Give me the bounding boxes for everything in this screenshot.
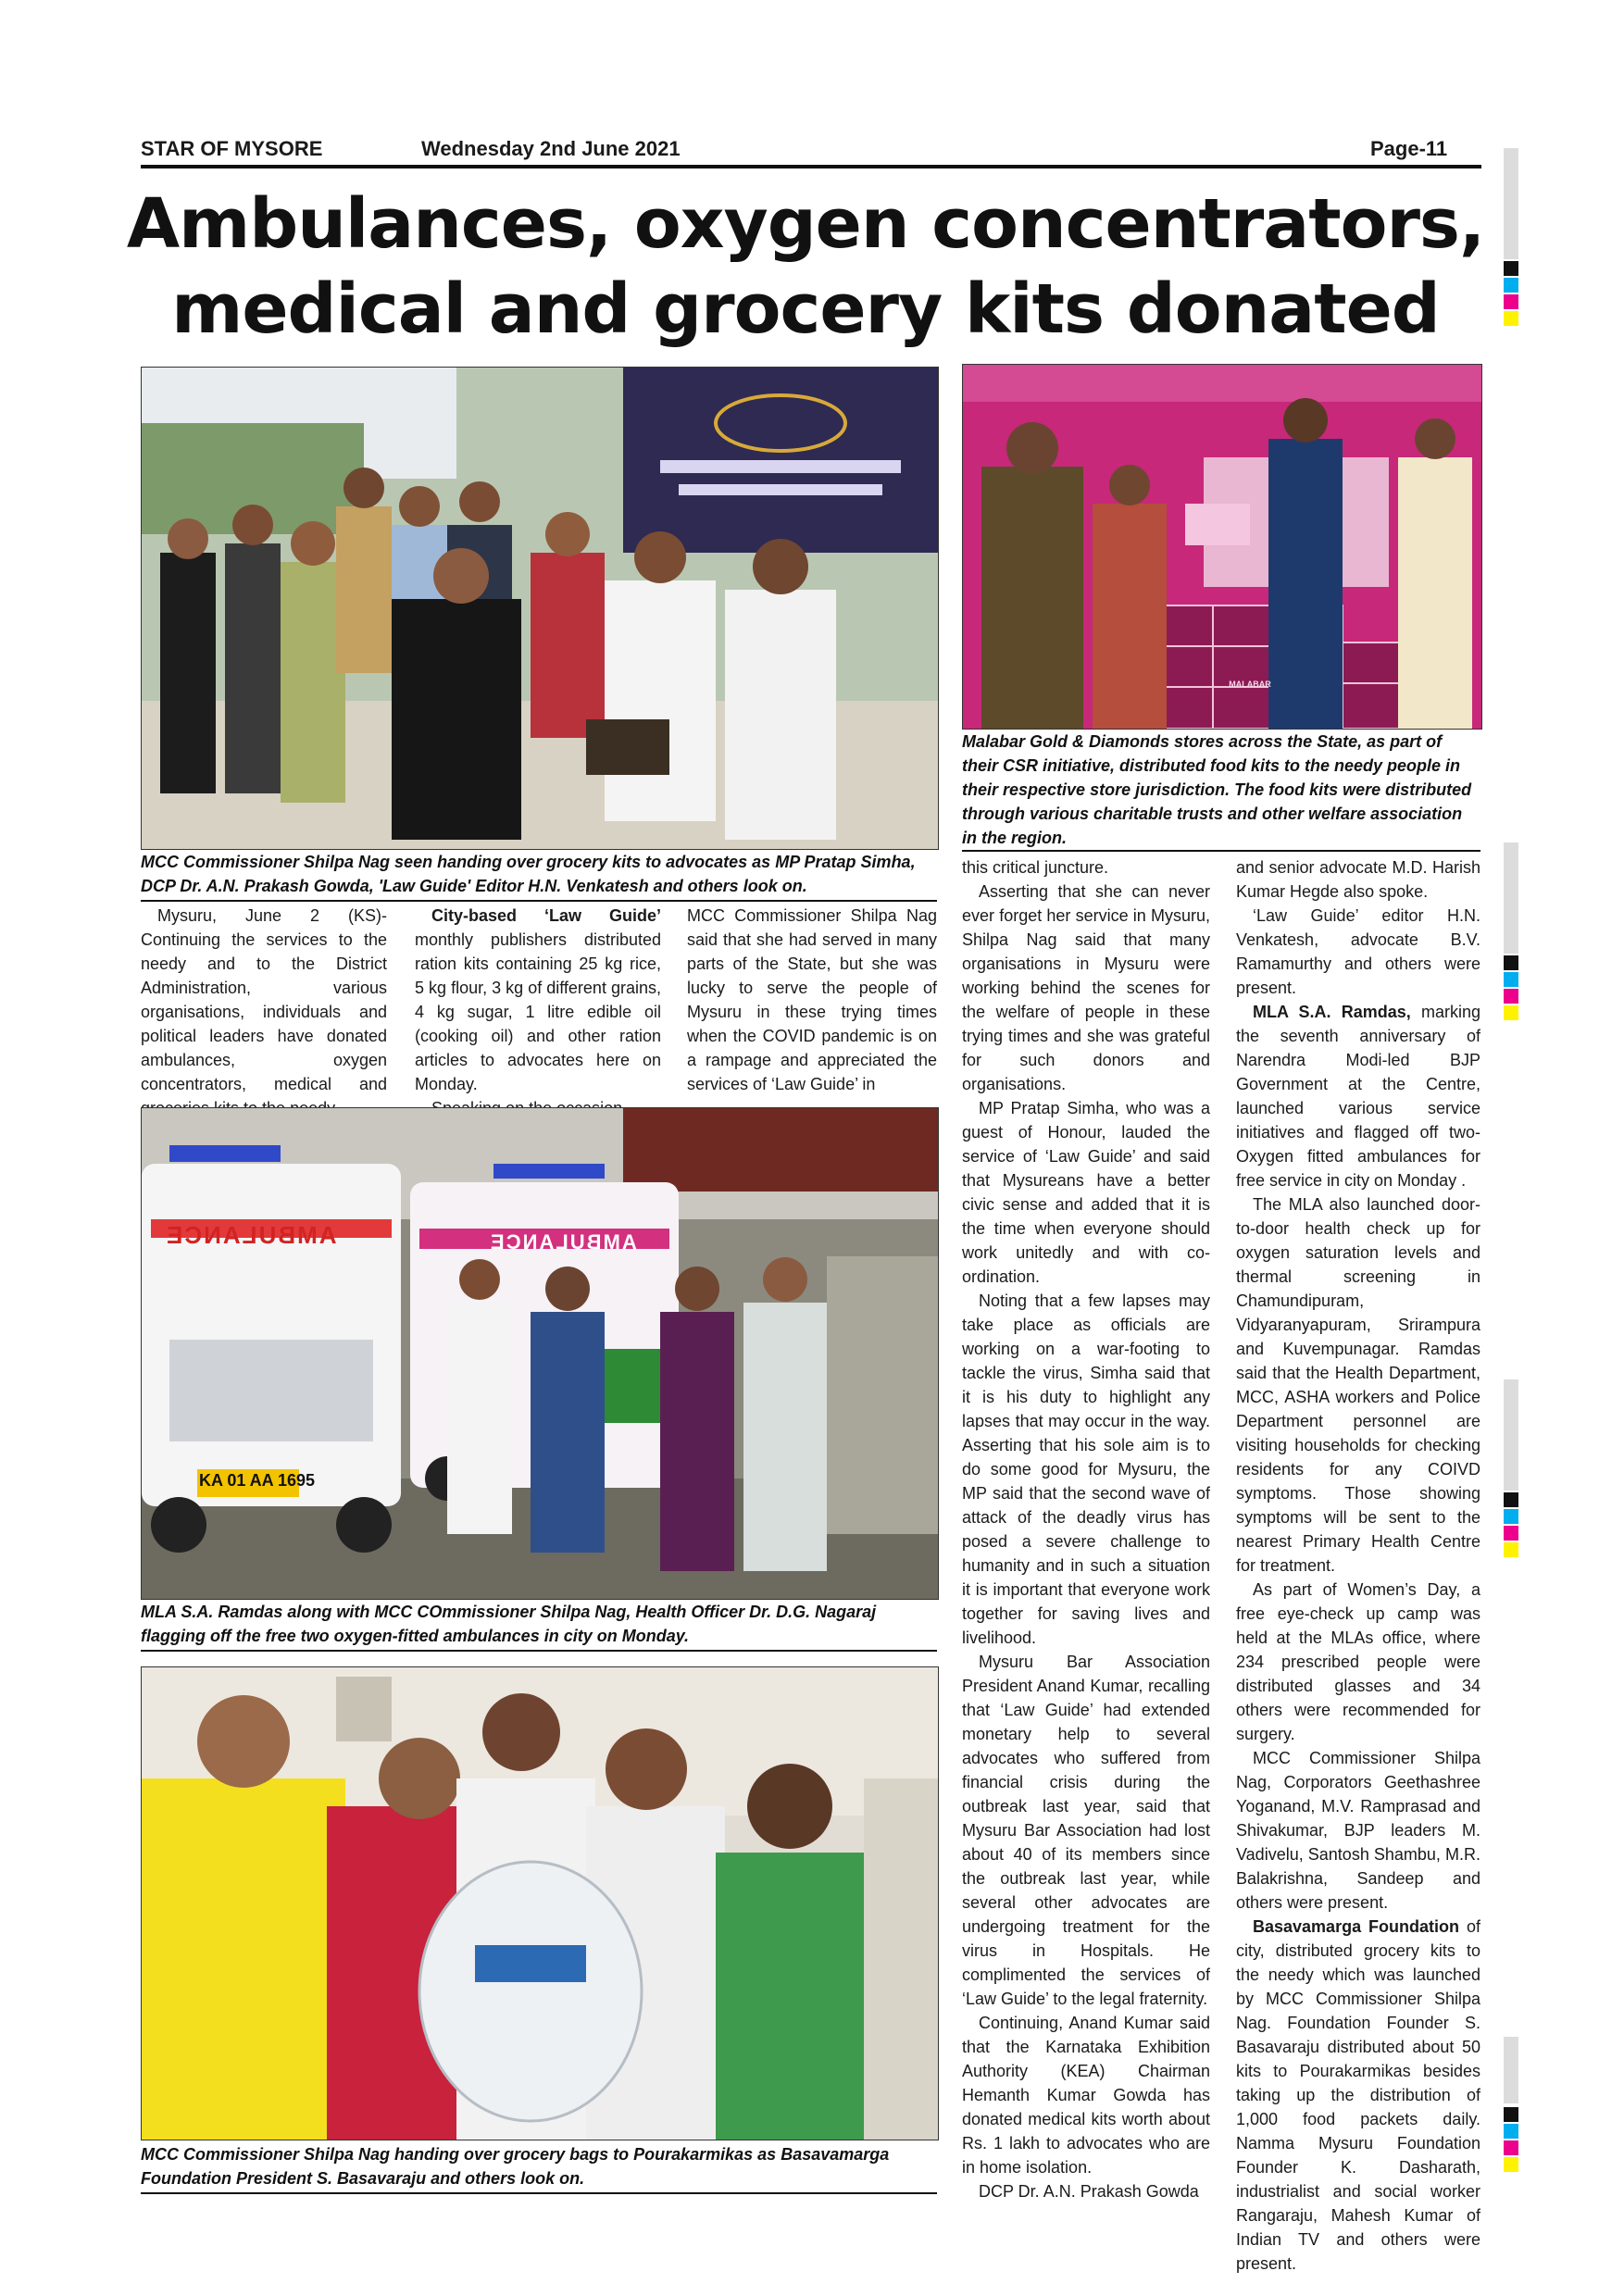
- registration-bar: [1504, 1379, 1518, 1491]
- lead-in: City-based ‘Law Guide’: [431, 906, 661, 925]
- basavamarga-caption: MCC Commissioner Shilpa Nag handing over grocery bags to Pourakarmikas as Basavamarga Foundation President S. Basavaraju and others look on.: [141, 2145, 890, 2188]
- article-paragraph: Continuing, Anand Kumar said that the Karnataka Exhibition Authority (KEA) Chairman Hemanth Kumar Gowda has donated medical kits worth about Rs. 1 lakh to advocates who are in home isolation.: [962, 2014, 1210, 2177]
- malabar-box-label: MALABAR: [1229, 680, 1271, 689]
- article-column-3: [687, 904, 937, 1096]
- article-paragraph: [1236, 1000, 1480, 1192]
- ambulance-photo: [141, 1107, 939, 1600]
- registration-black: [1504, 261, 1518, 276]
- page-number: Page-11: [1370, 137, 1448, 160]
- article-column-5: [1236, 855, 1480, 2276]
- ambulance-caption: MLA S.A. Ramdas along with MCC COmmissioner Shilpa Nag, Health Officer Dr. D.G. Nagaraj flagging off the free two oxygen-fitted ambulances in city on Monday.: [141, 1603, 877, 1645]
- registration-bar: [1504, 2037, 1518, 2103]
- paper-name: STAR OF MYSORE: [141, 137, 323, 160]
- paragraph-text: marking the seventh anniversary of Narendra Modi-led BJP Government at the Centre, launched various service initiatives and flagged off two-Oxygen fitted ambulances for free service in city on Monday .: [1236, 1003, 1480, 1190]
- lead-in: MLA S.A. Ramdas,: [1253, 1003, 1411, 1021]
- law-guide-photo: [141, 367, 939, 850]
- ambulance-mirrored-label: AMBULANCE: [165, 1221, 337, 1249]
- article-paragraph: MP Pratap Simha, who was a guest of Honour, lauded the service of ‘Law Guide’ and said that Mysureans have a better civic sense and added that it is the time when everyone should work unitedly and with co-ordination.: [962, 1099, 1210, 1286]
- registration-black: [1504, 955, 1518, 970]
- article-column-1: [141, 904, 387, 1120]
- lead-in: Basavamarga Foundation: [1253, 1917, 1460, 1936]
- registration-magenta: [1504, 1526, 1518, 1541]
- article-column-2: [415, 904, 661, 1120]
- ambulance-2-label: AMBULANCE: [489, 1230, 637, 1254]
- number-plate: KA 01 AA 1695: [199, 1471, 316, 1490]
- headline-line-1: Ambulances, oxygen concentrators,: [126, 184, 1485, 264]
- registration-black: [1504, 2107, 1518, 2122]
- registration-cyan: [1504, 2124, 1518, 2139]
- malabar-photo: [962, 364, 1482, 730]
- article-paragraph: Asserting that she can never ever forget her service in Mysuru, Shilpa Nag said that many organisations in Mysuru were working behind the scenes for the welfare of people in these trying times and she was grateful for such donors and organisations.: [962, 882, 1210, 1093]
- article-paragraph: and senior advocate M.D. Harish Kumar Hegde also spoke.: [1236, 858, 1480, 901]
- article-paragraph: this critical juncture.: [962, 858, 1109, 877]
- registration-cyan: [1504, 278, 1518, 293]
- paragraph-text: monthly publishers distributed ration kits containing 25 kg rice, 5 kg flour, 3 kg of different grains, 4 kg sugar, 1 litre edible oil (cooking oil) and other ration articles to advocates here on Monday.: [415, 930, 661, 1093]
- registration-bar: [1504, 148, 1518, 259]
- article-paragraph: ‘Law Guide’ editor H.N. Venkatesh, advocate B.V. Ramamurthy and others were present.: [1236, 906, 1480, 997]
- registration-cyan: [1504, 972, 1518, 987]
- registration-yellow: [1504, 1005, 1518, 1020]
- registration-magenta: [1504, 989, 1518, 1004]
- article-paragraph: The MLA also launched door-to-door health check up for oxygen saturation levels and thermal screening in Chamundipuram, Vidyaranyapuram, Srirampura and Kuvempunagar. Ramdas said that the Health Department, MCC, ASHA workers and Police Department personnel are visiting households for checking residents for any COIVD symptoms. Those showing symptoms will be sent to the nearest Primary Health Centre for treatment.: [1236, 1195, 1480, 1575]
- paragraph-text: of city, distributed grocery kits to the needy which was launched by MCC Commissioner Shilpa Nag. Foundation Founder S. Basavaraju distributed about 50 kits to Pourakarmikas besides taking up the distribution of 1,000 food packets daily. Namma Mysuru Foundation Founder K. Dasharath, industrialist and social worker Rangaraju, Mahesh Kumar of Indian TV and others were present.: [1236, 1917, 1480, 2273]
- article-paragraph: Mysuru Bar Association President Anand Kumar, recalling that ‘Law Guide’ had extended monetary help to several advocates who suffered from financial crisis during the outbreak last year, said that Mysuru Bar Association had lost about 40 of its members since the outbreak last year, while several other advocates are undergoing treatment for the virus in Hospitals. He complimented the services of ‘Law Guide’ to the legal fraternity.: [962, 1653, 1210, 2008]
- caption-rule: [141, 1650, 937, 1652]
- registration-magenta: [1504, 2140, 1518, 2155]
- law-guide-caption: MCC Commissioner Shilpa Nag seen handing over grocery kits to advocates as MP Pratap Simha, DCP Dr. A.N. Prakash Gowda, 'Law Guide' Editor H.N. Venkatesh and others look on.: [141, 853, 916, 895]
- malabar-caption: Malabar Gold & Diamonds stores across the State, as part of their CSR initiative, distributed food kits to the needy people in their respective store jurisdiction. The food kits were distributed through various charitable trusts and other welfare association in the region.: [962, 732, 1472, 847]
- article-paragraph: Mysuru, June 2 (KS)- Continuing the services to the needy and to the District Administration, various organisations, individuals and political leaders have donated ambulances, oxygen concentrators, medical and: [141, 906, 387, 1093]
- registration-yellow: [1504, 1542, 1518, 1557]
- masthead-rule: [141, 165, 1481, 168]
- headline-line-2: medical and grocery kits donated: [171, 269, 1440, 349]
- basavamarga-photo: [141, 1666, 939, 2140]
- registration-bar: [1504, 842, 1518, 954]
- article-paragraph: [415, 904, 661, 1096]
- issue-date: Wednesday 2nd June 2021: [421, 137, 681, 160]
- registration-magenta: [1504, 294, 1518, 309]
- registration-black: [1504, 1492, 1518, 1507]
- article-paragraph: Noting that a few lapses may take place as officials are working on a war-footing to tackle the virus, Simha said that it is his duty to highlight any lapses that may occur in the way. Asserting that his sole aim is to do some good for Mysuru, the MP said that the second wave of attack of the deadly virus has posed a severe challenge to humanity and in such a situation it is important that everyone work together for saving lives and livelihood.: [962, 1292, 1210, 1647]
- article-paragraph: As part of Women’s Day, a free eye-check up camp was held at the MLAs office, where 234 prescribed people were distributed glasses and 34 others were recommended for surgery.: [1236, 1580, 1480, 1743]
- article-paragraph: MCC Commissioner Shilpa Nag, Corporators Geethashree Yoganand, M.V. Ramprasad and Shivakumar, BJP leaders M. Vadivelu, Santosh Shambu, M.R. Balakrishna, Sandeep and others were present.: [1236, 1749, 1480, 1912]
- registration-yellow: [1504, 2157, 1518, 2172]
- registration-yellow: [1504, 311, 1518, 326]
- article-paragraph: [1236, 1915, 1480, 2276]
- caption-rule: [141, 900, 937, 902]
- article-paragraph: DCP Dr. A.N. Prakash Gowda: [979, 2182, 1199, 2201]
- page-headline: [111, 181, 1500, 352]
- caption-rule: [141, 2192, 937, 2194]
- article-column-4: [962, 855, 1210, 2203]
- registration-cyan: [1504, 1509, 1518, 1524]
- article-paragraph: MCC Commissioner Shilpa Nag said that she had served in many parts of the State, but she was lucky to serve the people of Mysuru in these trying times when the COVID pandemic is on a rampage and appreciated the services of ‘Law Guide’ in: [687, 906, 937, 1093]
- caption-rule: [962, 850, 1480, 852]
